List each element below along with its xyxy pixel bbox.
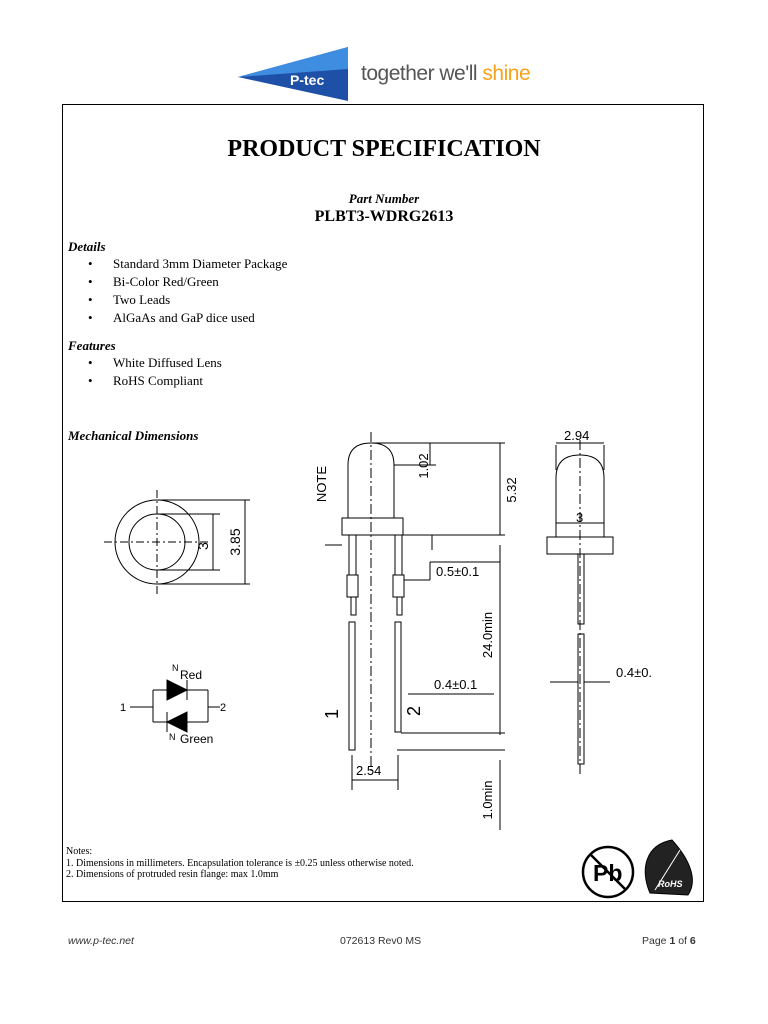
note-label: NOTE <box>314 465 329 503</box>
front-view-drawing <box>547 428 652 775</box>
details-heading: Details <box>68 239 106 254</box>
flange-dim: 0.5±0.1 <box>436 564 480 579</box>
features-heading: Features <box>68 338 116 353</box>
page-prefix: Page <box>642 935 670 947</box>
note-item: 2. Dimensions of protruded resin flange: max 1.0mm <box>66 869 279 880</box>
circuit-pin1: 1 <box>120 702 127 714</box>
front-body-dim: 3 <box>576 510 584 525</box>
page-title: PRODUCT SPECIFICATION <box>227 136 541 162</box>
n-label-bottom: N <box>169 732 176 742</box>
lead-width-dim: 0.4±0.1 <box>434 677 478 692</box>
footer-doc-id: 072613 Rev0 MS <box>340 935 422 947</box>
dome-dim: 1.02 <box>416 453 431 479</box>
red-label: Red <box>180 668 203 682</box>
min-dim: 1.0min <box>480 780 495 820</box>
side-view-drawing <box>314 432 519 830</box>
list-item: • White Diffused Lens <box>68 354 222 372</box>
list-item: • AlGaAs and GaP dice used <box>68 309 287 327</box>
lead-length-dim: 24.0min <box>480 611 495 659</box>
part-number-label: Part Number <box>348 191 420 206</box>
circuit-pin2: 2 <box>220 702 227 714</box>
pb-text: Pb <box>593 860 623 886</box>
pin1-label: 1 <box>322 708 342 720</box>
body-dim: 5.32 <box>504 477 519 503</box>
list-item: • Two Leads <box>68 291 287 309</box>
tagline-main: together we'll <box>361 62 483 85</box>
part-number-value: PLBT3-WDRG2613 <box>314 208 454 225</box>
green-label: Green <box>180 732 214 746</box>
pb-free-icon <box>583 847 633 897</box>
front-top-dim: 2.94 <box>564 428 590 443</box>
circuit-symbol <box>120 663 226 746</box>
footer-page <box>642 935 696 947</box>
rohs-leaf-icon <box>645 840 692 895</box>
tagline-accent: shine <box>482 62 531 85</box>
top-inner-dim: 3 <box>195 542 211 550</box>
footer-website[interactable]: www.p-tec.net <box>68 935 134 947</box>
page-total: 6 <box>689 935 696 947</box>
mechanical-heading: Mechanical Dimensions <box>68 428 199 443</box>
front-lead-dim: 0.4±0. <box>616 665 653 680</box>
n-label-top: N <box>172 663 179 673</box>
pitch-dim: 2.54 <box>356 763 382 778</box>
note-item: 1. Dimensions in millimeters. Encapsulation tolerance is ±0.25 unless otherwise noted. <box>66 857 414 869</box>
rohs-text: RoHS <box>658 879 683 889</box>
notes-heading: Notes: <box>66 846 93 857</box>
page-current: 1 <box>669 935 676 947</box>
list-item: • Standard 3mm Diameter Package <box>68 255 287 273</box>
list-item: • RoHS Compliant <box>68 372 222 390</box>
logo-text: P-tec <box>290 72 325 88</box>
top-view-drawing <box>104 490 250 594</box>
page-sep: of <box>675 935 690 947</box>
notes <box>66 846 414 881</box>
pin2-label: 2 <box>404 705 424 717</box>
top-outer-dim: 3.85 <box>227 528 243 556</box>
list-item: • Bi-Color Red/Green <box>68 273 287 291</box>
